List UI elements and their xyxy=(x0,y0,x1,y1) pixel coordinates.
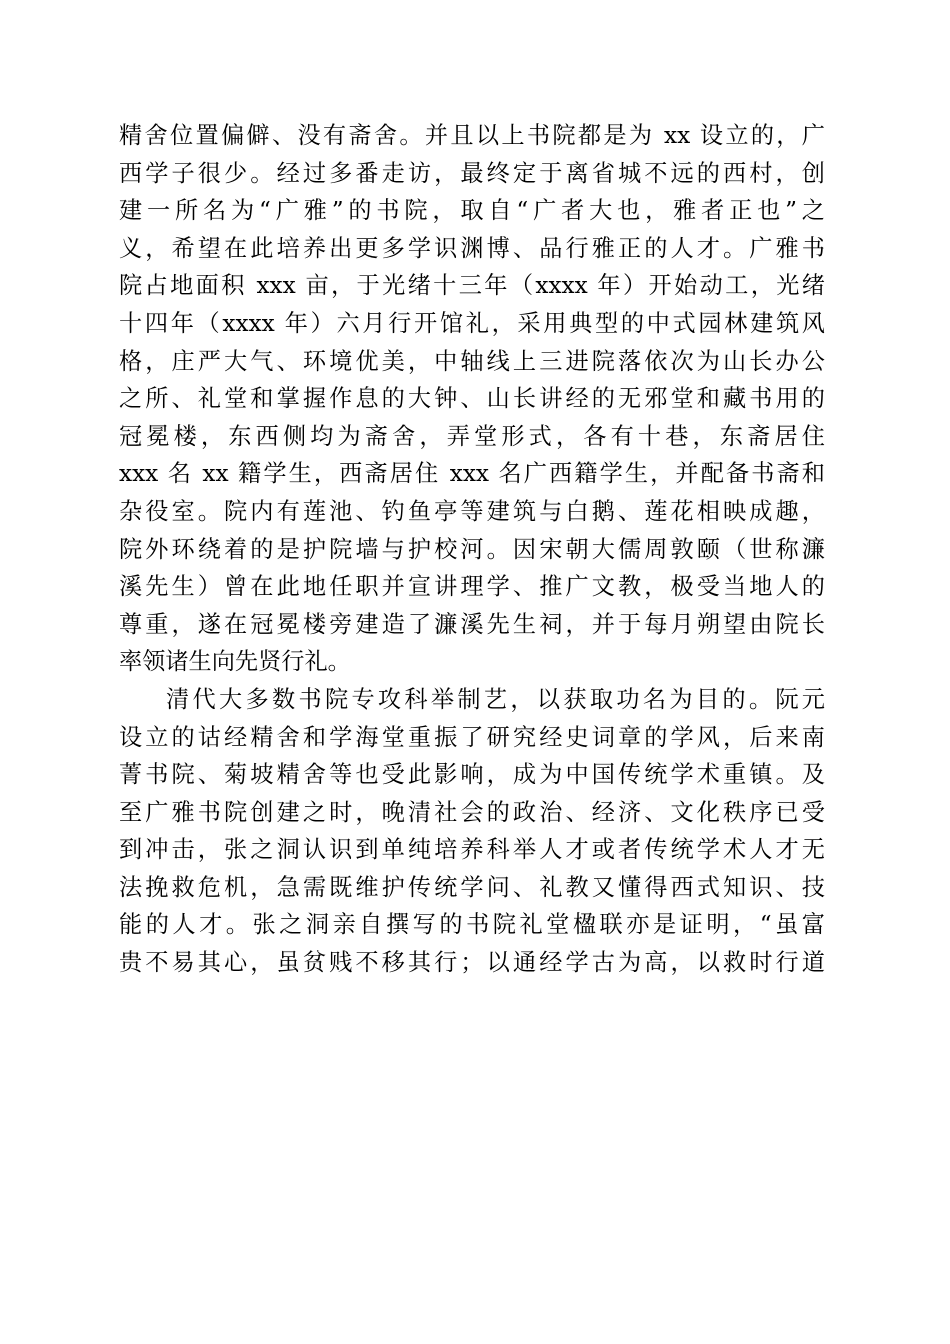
text-line: 十四年（xxxx 年）六月行开馆礼，采用典型的中式园林建筑风 xyxy=(119,309,825,337)
text-line: 至广雅书院创建之时，晚清社会的政治、经济、文化秩序已受 xyxy=(119,798,825,826)
text-line: 义，希望在此培养出更多学识渊博、品行雅正的人才。广雅书 xyxy=(119,234,825,262)
text-line: 建一所名为“广雅”的书院，取自“广者大也，雅者正也”之 xyxy=(119,197,825,225)
text-line: 尊重，遂在冠冕楼旁建造了濂溪先生祠，并于每月朔望由院长 xyxy=(119,610,825,638)
text-line: 法挽救危机，急需既维护传统学问、礼教又懂得西式知识、技 xyxy=(119,873,825,901)
text-line: 院外环绕着的是护院墙与护校河。因宋朝大儒周敦颐（世称濂 xyxy=(119,535,825,563)
text-line: 杂役室。院内有莲池、钓鱼亭等建筑与白鹅、莲花相映成趣， xyxy=(119,497,825,525)
text-line: 清代大多数书院专攻科举制艺，以获取功名为目的。阮元 xyxy=(166,685,825,713)
text-line: xxx 名 xx 籍学生，西斋居住 xxx 名广西籍学生，并配备书斋和 xyxy=(119,460,825,488)
text-line: 能的人才。张之洞亲自撰写的书院礼堂楹联亦是证明，“虽富 xyxy=(119,911,825,939)
text-line: 西学子很少。经过多番走访，最终定于离省城不远的西村，创 xyxy=(119,159,825,187)
text-line: 贵不易其心，虽贫贱不移其行；以通经学古为高，以救时行道 xyxy=(119,949,825,977)
text-line: 率领诸生向先贤行礼。 xyxy=(119,648,351,676)
text-line: 菁书院、菊坡精舍等也受此影响，成为中国传统学术重镇。及 xyxy=(119,761,825,789)
text-line: 精舍位置偏僻、没有斋舍。并且以上书院都是为 xx 设立的，广 xyxy=(119,122,825,149)
text-line: 格，庄严大气、环境优美，中轴线上三进院落依次为山长办公 xyxy=(119,347,825,375)
document-body xyxy=(119,117,825,982)
paragraph-2 xyxy=(119,681,825,982)
text-line: 设立的诂经精舍和学海堂重振了研究经史词章的学风，后来南 xyxy=(119,723,825,751)
text-line: 冠冕楼，东西侧均为斋舍，弄堂形式，各有十巷，东斋居住 xyxy=(119,422,825,450)
paragraph-1 xyxy=(119,117,825,681)
text-line: 之所、礼堂和掌握作息的大钟、山长讲经的无邪堂和藏书用的 xyxy=(119,385,825,413)
text-line: 溪先生）曾在此地任职并宣讲理学、推广文教，极受当地人的 xyxy=(119,573,825,601)
text-line: 院占地面积 xxx 亩，于光绪十三年（xxxx 年）开始动工，光绪 xyxy=(119,272,825,300)
text-line: 到冲击，张之洞认识到单纯培养科举人才或者传统学术人才无 xyxy=(119,836,825,864)
